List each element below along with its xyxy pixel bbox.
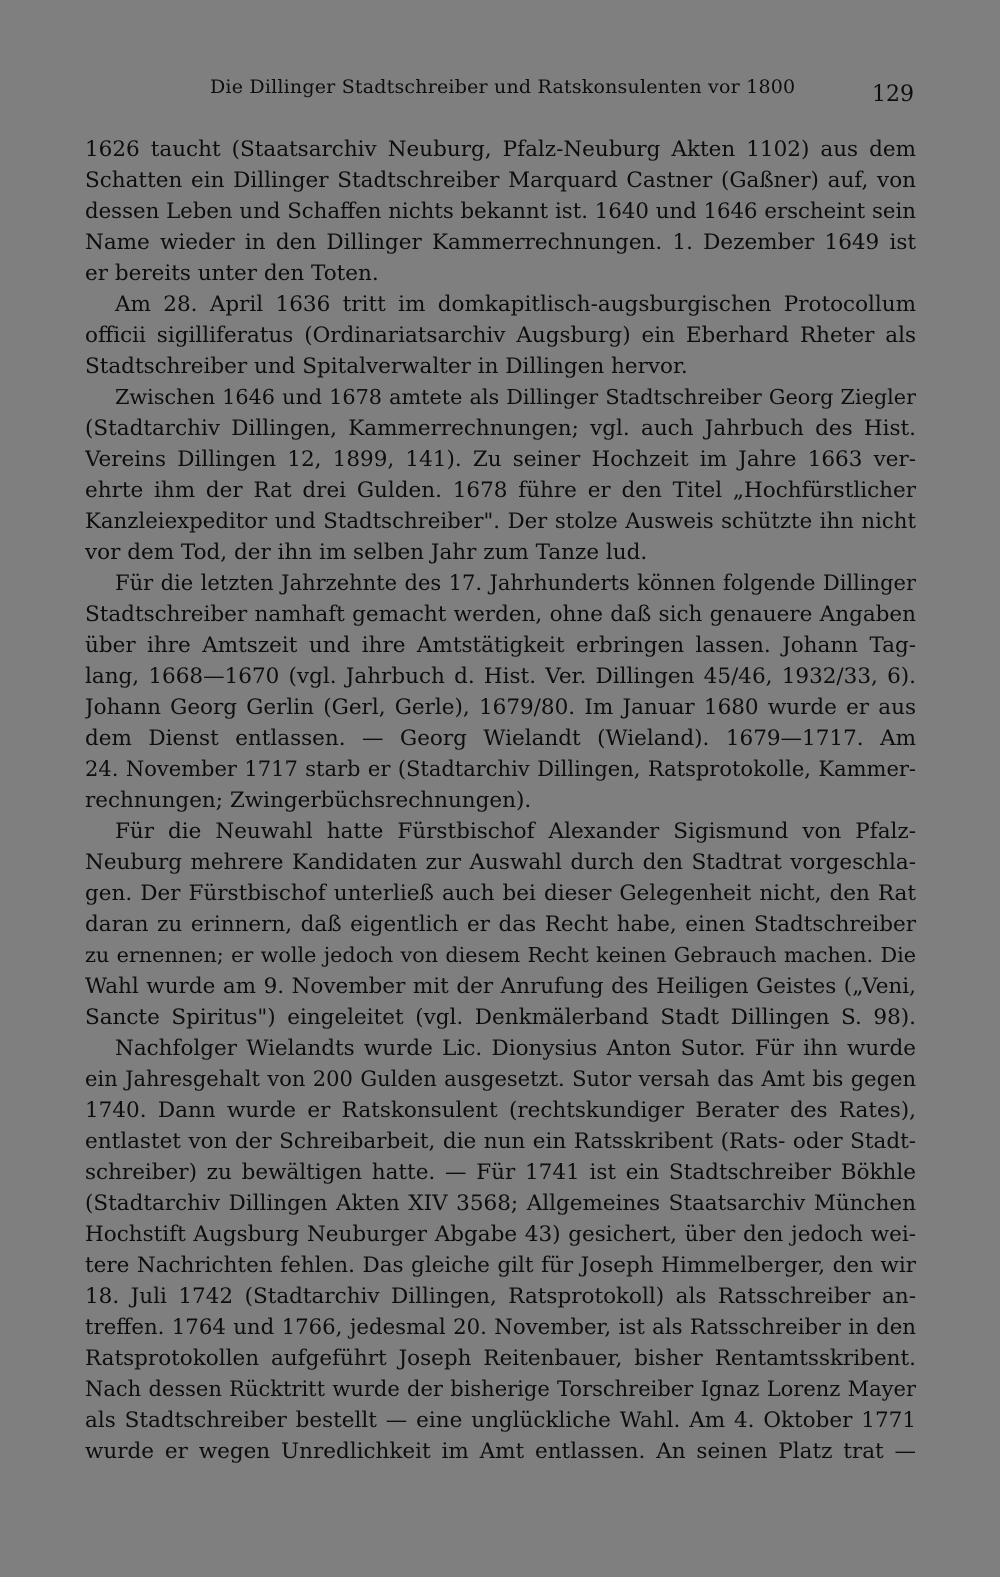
- text-line: er bereits unter den Toten.: [85, 261, 379, 286]
- text-line: 18. Juli 1742 (Stadtarchiv Dillingen, Ratsprotokoll) als Ratsschreiber an-: [85, 1284, 916, 1309]
- running-head: Die Dillinger Stadtschreiber und Ratskonsulenten vor 1800: [210, 76, 796, 98]
- text-line: treffen. 1764 und 1766, jedesmal 20. November, ist als Ratsschreiber in den: [85, 1315, 916, 1340]
- text-line: dessen Leben und Schaffen nichts bekannt ist. 1640 und 1646 erscheint sein: [85, 199, 916, 224]
- text-line: Kanzleiexpeditor und Stadtschreiber". Der stolze Ausweis schützte ihn nicht: [85, 509, 916, 534]
- text-line: Sancte Spiritus") eingeleitet (vgl. Denkmälerband Stadt Dillingen S. 98).: [85, 1005, 916, 1030]
- text-line: Neuburg mehrere Kandidaten zur Auswahl durch den Stadtrat vorgeschla-: [85, 850, 916, 875]
- page-number: 129: [872, 82, 914, 107]
- text-line: ein Jahresgehalt von 200 Gulden ausgesetzt. Sutor versah das Amt bis gegen: [85, 1067, 916, 1091]
- text-line: Für die Neuwahl hatte Fürstbischof Alexander Sigismund von Pfalz-: [115, 819, 916, 844]
- text-line: tere Nachrichten fehlen. Das gleiche gilt für Joseph Himmelberger, den wir: [85, 1253, 916, 1278]
- text-line: daran zu erinnern, daß eigentlich er das Recht habe, einen Stadtschreiber: [85, 912, 916, 937]
- page-header: [0, 76, 1000, 106]
- text-line: officii sigilliferatus (Ordinariatsarchiv Augsburg) ein Eberhard Rheter als: [85, 323, 916, 348]
- text-line: (Stadtarchiv Dillingen, Kammerrechnungen; vgl. auch Jahrbuch des Hist.: [85, 416, 916, 441]
- text-line: ehrte ihm der Rat drei Gulden. 1678 führe er den Titel „Hochfürstlicher: [85, 478, 916, 503]
- text-line: als Stadtschreiber bestellt — eine unglückliche Wahl. Am 4. Oktober 1771: [85, 1408, 916, 1433]
- text-line: dem Dienst entlassen. — Georg Wielandt (Wieland). 1679—1717. Am: [85, 726, 916, 751]
- text-line: Stadtschreiber namhaft gemacht werden, ohne daß sich genauere Angaben: [85, 602, 916, 627]
- text-line: Hochstift Augsburg Neuburger Abgabe 43) gesichert, über den jedoch wei-: [85, 1222, 916, 1247]
- text-line: Für die letzten Jahrzehnte des 17. Jahrhunderts können folgende Dillinger: [115, 571, 916, 595]
- text-line: 1626 taucht (Staatsarchiv Neuburg, Pfalz-Neuburg Akten 1102) aus dem: [85, 137, 916, 162]
- text-line: über ihre Amtszeit und ihre Amtstätigkeit erbringen lassen. Johann Tag-: [85, 633, 916, 658]
- text-line: 1740. Dann wurde er Ratskonsulent (rechtskundiger Berater des Rates),: [85, 1098, 916, 1123]
- text-line: schreiber) zu bewältigen hatte. — Für 1741 ist ein Stadtschreiber Bökhle: [85, 1160, 916, 1185]
- text-line: Zwischen 1646 und 1678 amtete als Dillinger Stadtschreiber Georg Ziegler: [115, 385, 916, 409]
- text-line: lang, 1668—1670 (vgl. Jahrbuch d. Hist. Ver. Dillingen 45/46, 1932/33, 6).: [85, 664, 916, 689]
- text-line: Wahl wurde am 9. November mit der Anrufung des Heiligen Geistes („Veni,: [85, 974, 916, 999]
- text-line: Vereins Dillingen 12, 1899, 141). Zu seiner Hochzeit im Jahre 1663 ver-: [85, 447, 916, 472]
- text-line: Johann Georg Gerlin (Gerl, Gerle), 1679/80. Im Januar 1680 wurde er aus: [85, 695, 916, 720]
- text-line: Ratsprotokollen aufgeführt Joseph Reitenbauer, bisher Rentamtsskribent.: [85, 1346, 916, 1371]
- text-line: Name wieder in den Dillinger Kammerrechnungen. 1. Dezember 1649 ist: [85, 230, 916, 255]
- text-line: gen. Der Fürstbischof unterließ auch bei dieser Gelegenheit nicht, den Rat: [85, 881, 916, 906]
- body-text: [85, 134, 916, 1467]
- text-line: Nachfolger Wielandts wurde Lic. Dionysius Anton Sutor. Für ihn wurde: [115, 1036, 916, 1061]
- text-line: (Stadtarchiv Dillingen Akten XIV 3568; Allgemeines Staatsarchiv München: [85, 1191, 916, 1216]
- text-line: Nach dessen Rücktritt wurde der bisherige Torschreiber Ignaz Lorenz Mayer: [85, 1377, 916, 1401]
- text-line: Stadtschreiber und Spitalverwalter in Dillingen hervor.: [85, 354, 688, 379]
- text-line: entlastet von der Schreibarbeit, die nun ein Ratsskribent (Rats- oder Stadt-: [85, 1129, 916, 1154]
- text-line: rechnungen; Zwingerbüchsrechnungen).: [85, 788, 532, 813]
- text-line: wurde er wegen Unredlichkeit im Amt entlassen. An seinen Platz trat —: [85, 1439, 916, 1464]
- text-line: vor dem Tod, der ihn im selben Jahr zum Tanze lud.: [85, 540, 648, 565]
- text-line: Schatten ein Dillinger Stadtschreiber Marquard Castner (Gaßner) auf, von: [85, 168, 916, 193]
- text-line: Am 28. April 1636 tritt im domkapitlisch-augsburgischen Protocollum: [115, 292, 916, 317]
- text-line: zu ernennen; er wolle jedoch von diesem Recht keinen Gebrauch machen. Die: [85, 943, 916, 967]
- text-line: 24. November 1717 starb er (Stadtarchiv Dillingen, Ratsprotokolle, Kammer-: [85, 757, 916, 781]
